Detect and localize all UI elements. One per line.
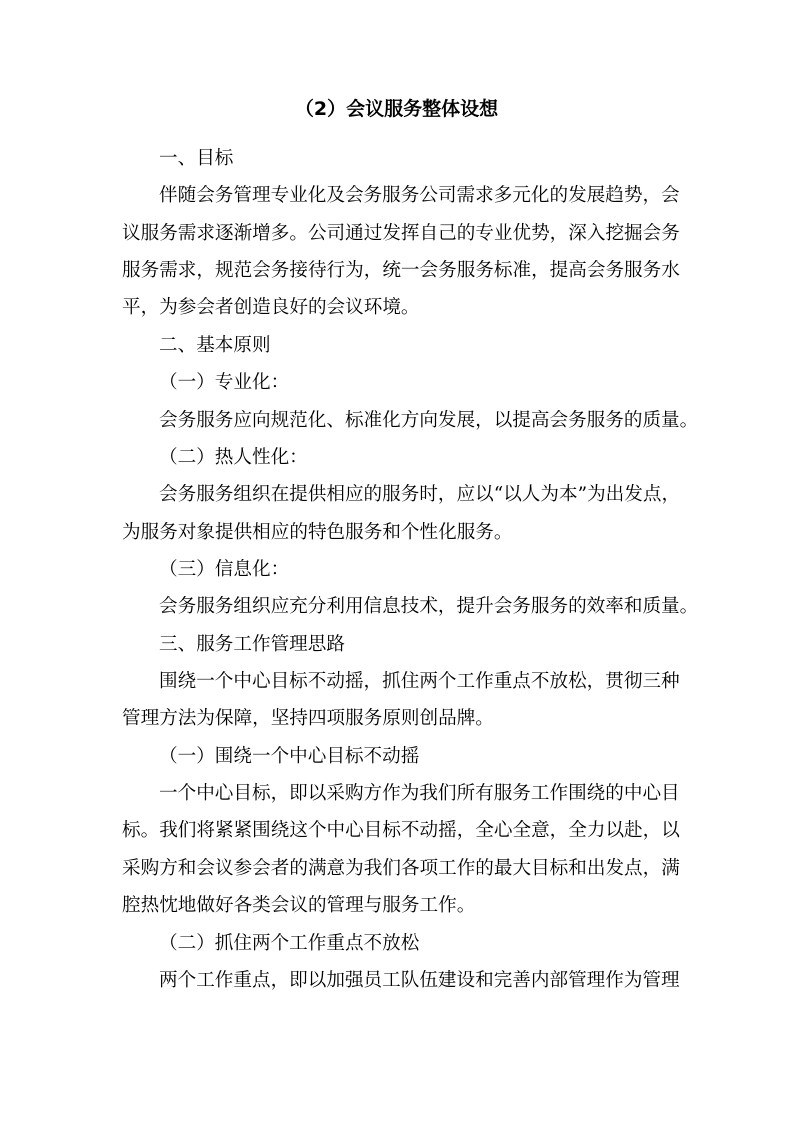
document-body [122, 140, 699, 999]
text-line: 腔热忱地做好各类会议的管理与服务工作。 [122, 895, 476, 917]
paragraph [122, 626, 673, 663]
text-line: 一个中心目标，即以采购方作为我们所有服务工作围绕的中心目 [159, 783, 680, 805]
text-line: 采购方和会议参会者的满意为我们各项工作的最大目标和出发点，满 [122, 857, 680, 879]
text-line: 二、基本原则 [159, 334, 271, 356]
paragraph [122, 402, 699, 439]
text-line: 伴随会务管理专业化及会务服务公司需求多元化的发展趋势，会 [159, 185, 680, 207]
text-line: 两个工作重点，即以加强员工队伍建设和完善内部管理作为管理 [159, 969, 680, 991]
text-line: （二）抓住两个工作重点不放松 [159, 932, 420, 954]
paragraph [122, 439, 673, 476]
paragraph [122, 476, 681, 551]
text-line: 围绕一个中心目标不动摇，抓住两个工作重点不放松，贯彻三种 [159, 671, 680, 693]
text-line: （二）热人性化： [159, 446, 308, 468]
paragraph [122, 551, 673, 588]
text-line: 标。我们将紧紧围绕这个中心目标不动摇，全心全意，全力以赴，以 [122, 820, 680, 842]
paragraph [122, 140, 673, 177]
text-line: 会务服务组织应充分利用信息技术，提升会务服务的效率和质量。 [159, 596, 699, 618]
paragraph [122, 962, 680, 999]
paragraph [122, 327, 673, 364]
text-line: （一）专业化： [159, 372, 290, 394]
text-line: 平，为参会者创造良好的会议环境。 [122, 297, 420, 319]
text-line: （三）信息化： [159, 558, 290, 580]
paragraph [122, 775, 680, 924]
text-line: （一）围绕一个中心目标不动摇 [159, 745, 420, 767]
paragraph [122, 925, 673, 962]
text-line: 会务服务组织在提供相应的服务时，应以“以人为本”为出发点， [159, 484, 681, 506]
text-line: 为服务对象提供相应的特色服务和个性化服务。 [122, 521, 513, 543]
text-line: 服务需求，规范会务接待行为，统一会务服务标准，提高会务服务水 [122, 260, 680, 282]
text-line: 议服务需求逐渐增多。公司通过发挥自己的专业优势，深入挖掘会务 [122, 222, 680, 244]
text-line: 一、目标 [159, 148, 234, 169]
paragraph [122, 738, 673, 775]
text-line: 管理方法为保障，坚持四项服务原则创品牌。 [122, 708, 494, 730]
paragraph [122, 364, 673, 401]
text-line: 三、服务工作管理思路 [159, 633, 345, 655]
paragraph [122, 177, 680, 326]
paragraph [122, 663, 680, 738]
document-title: （2）会议服务整体设想 [294, 98, 499, 120]
text-line: 会务服务应向规范化、标准化方向发展，以提高会务服务的质量。 [159, 409, 699, 431]
paragraph [122, 588, 699, 625]
